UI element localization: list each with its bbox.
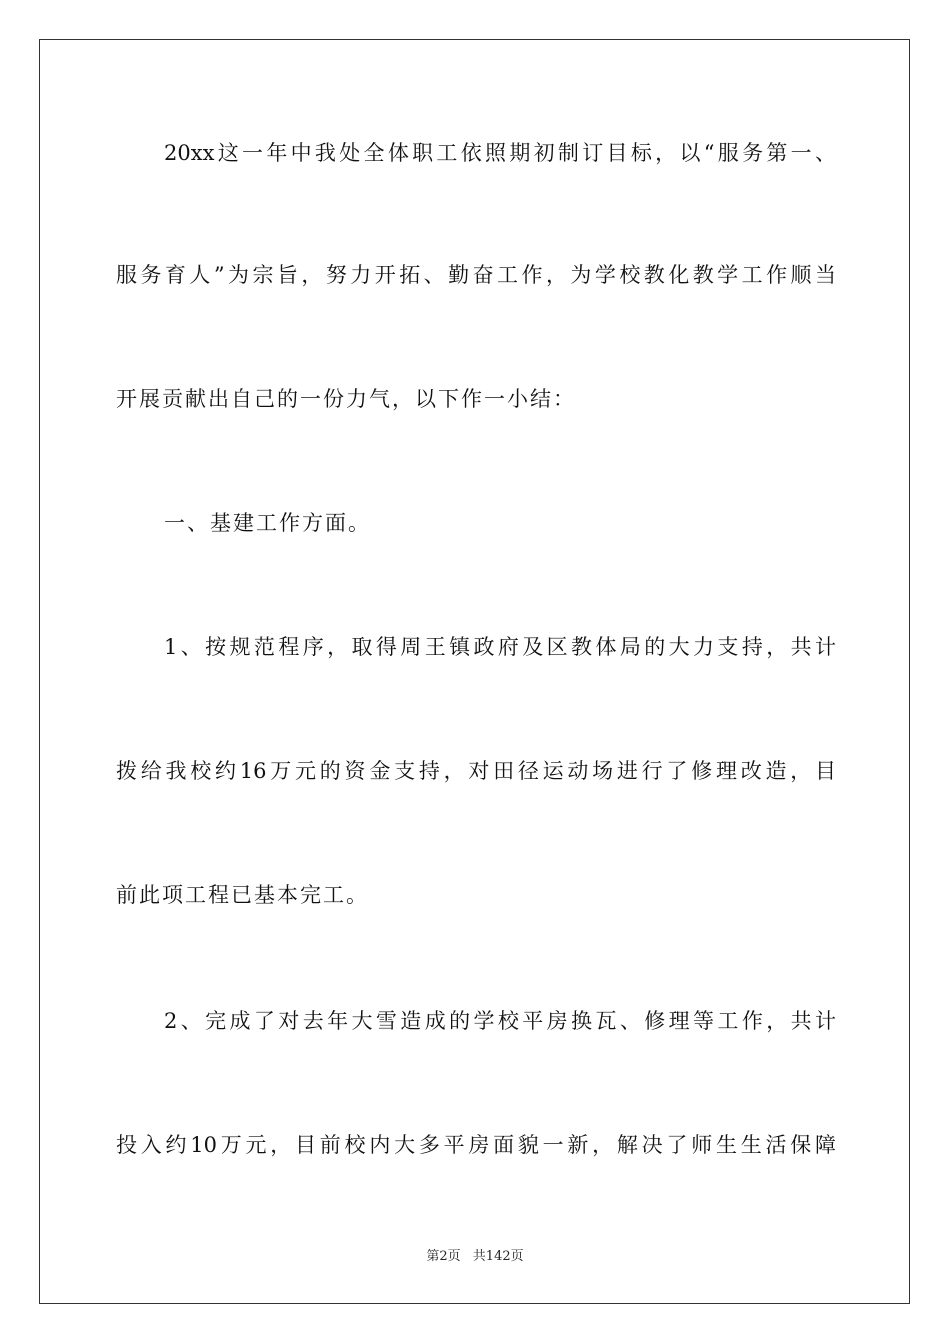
paragraph-line: 2、完成了对去年大雪造成的学校平房换瓦、修理等工作，共计 <box>164 1009 836 1033</box>
paragraph-line: 前此项工程已基本完工。 <box>116 883 369 907</box>
paragraph-line: 1、按规范程序，取得周王镇政府及区教体局的大力支持，共计 <box>164 635 836 659</box>
paragraph-line: 服务育人”为宗旨，努力开拓、勤奋工作，为学校教化教学工作顺当 <box>116 263 836 287</box>
page-frame <box>39 39 910 1304</box>
paragraph-line: 20xx这一年中我处全体职工依照期初制订目标，以“服务第一、 <box>164 141 836 165</box>
section-heading: 一、基建工作方面。 <box>164 511 371 535</box>
paragraph-line: 开展贡献出自己的一份力气，以下作一小结： <box>116 387 576 411</box>
paragraph-line: 投入约10万元，目前校内大多平房面貌一新，解决了师生生活保障 <box>116 1133 836 1157</box>
page-number-current: 第2页 <box>426 1249 461 1264</box>
page-number-total: 共142页 <box>472 1249 524 1264</box>
page-footer <box>0 1249 950 1265</box>
paragraph-line: 拨给我校约16万元的资金支持，对田径运动场进行了修理改造，目 <box>116 759 836 783</box>
